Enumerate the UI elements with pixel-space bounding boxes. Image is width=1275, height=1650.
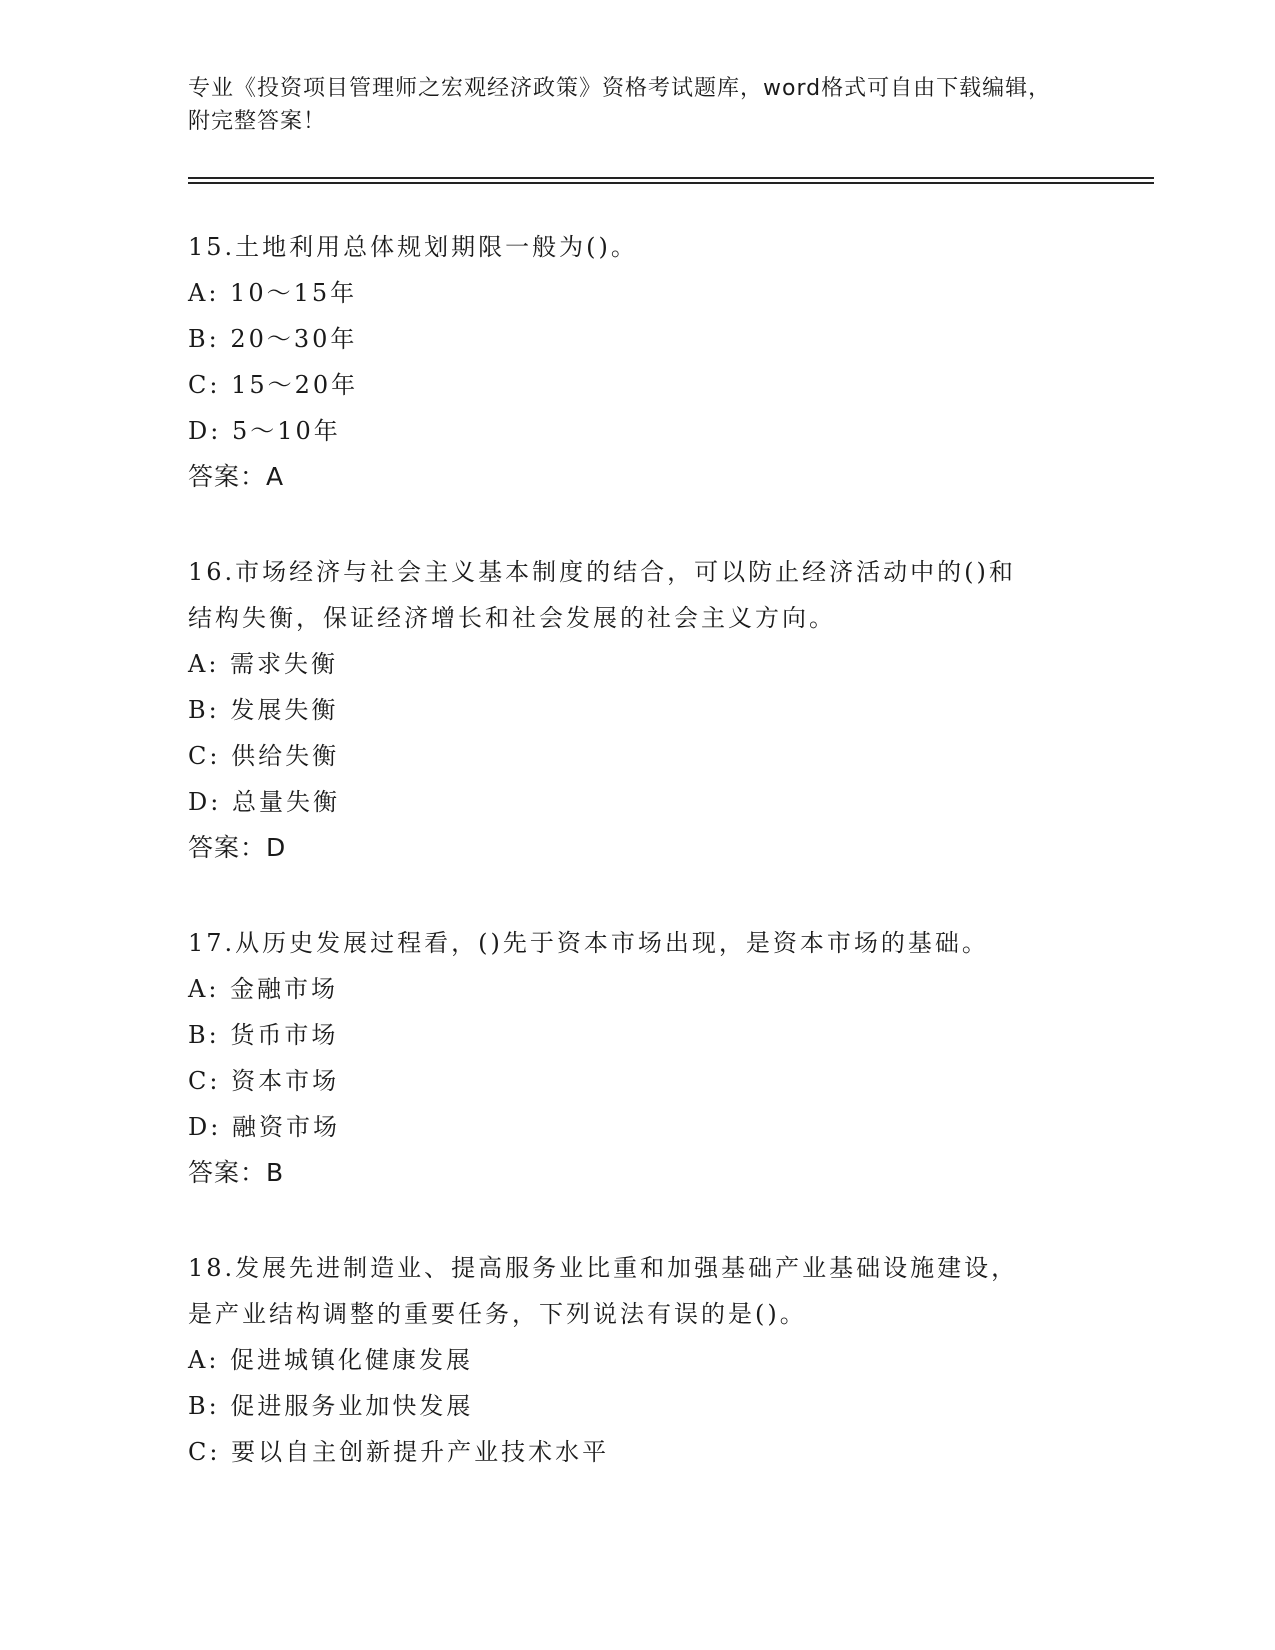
option-d: D: 5～10年	[188, 417, 341, 445]
answer-label: 答案：D	[188, 833, 287, 862]
option-a: A: 促进城镇化健康发展	[188, 1346, 474, 1374]
header-divider-bottom	[188, 182, 1154, 184]
question-stem: 17.从历史发展过程看，()先于资本市场出现，是资本市场的基础。	[188, 929, 989, 957]
option-c: C: 15～20年	[188, 371, 359, 399]
question-17	[188, 920, 1088, 1196]
option-d: D: 融资市场	[188, 1113, 340, 1141]
option-c: C: 要以自主创新提升产业技术水平	[188, 1438, 610, 1466]
option-b: B: 20～30年	[188, 325, 358, 353]
question-stem-line-1: 18.发展先进制造业、提高服务业比重和加强基础产业基础设施建设，	[188, 1254, 1019, 1282]
question-stem-line-2: 是产业结构调整的重要任务，下列说法有误的是()。	[188, 1300, 807, 1328]
option-a: A: 金融市场	[188, 975, 339, 1003]
option-a: A: 需求失衡	[188, 650, 339, 678]
option-d: D: 总量失衡	[188, 788, 340, 816]
option-c: C: 供给失衡	[188, 742, 340, 770]
question-15	[188, 224, 1088, 500]
option-b: B: 货币市场	[188, 1021, 339, 1049]
option-a: A: 10～15年	[188, 279, 358, 307]
document-header: 专业《投资项目管理师之宏观经济政策》资格考试题库，word格式可自由下载编辑，附完整答案！	[188, 76, 1052, 134]
question-stem: 15.土地利用总体规划期限一般为()。	[188, 233, 638, 261]
answer-label: 答案：A	[188, 462, 285, 491]
answer-label: 答案：B	[188, 1158, 285, 1187]
header-divider-top	[188, 177, 1154, 179]
question-18	[188, 1245, 1088, 1475]
option-c: C: 资本市场	[188, 1067, 340, 1095]
option-b: B: 发展失衡	[188, 696, 339, 724]
question-16	[188, 549, 1088, 871]
question-stem-line-2: 结构失衡，保证经济增长和社会发展的社会主义方向。	[188, 604, 836, 632]
option-b: B: 促进服务业加快发展	[188, 1392, 474, 1420]
question-stem-line-1: 16.市场经济与社会主义基本制度的结合，可以防止经济活动中的()和	[188, 558, 1016, 586]
